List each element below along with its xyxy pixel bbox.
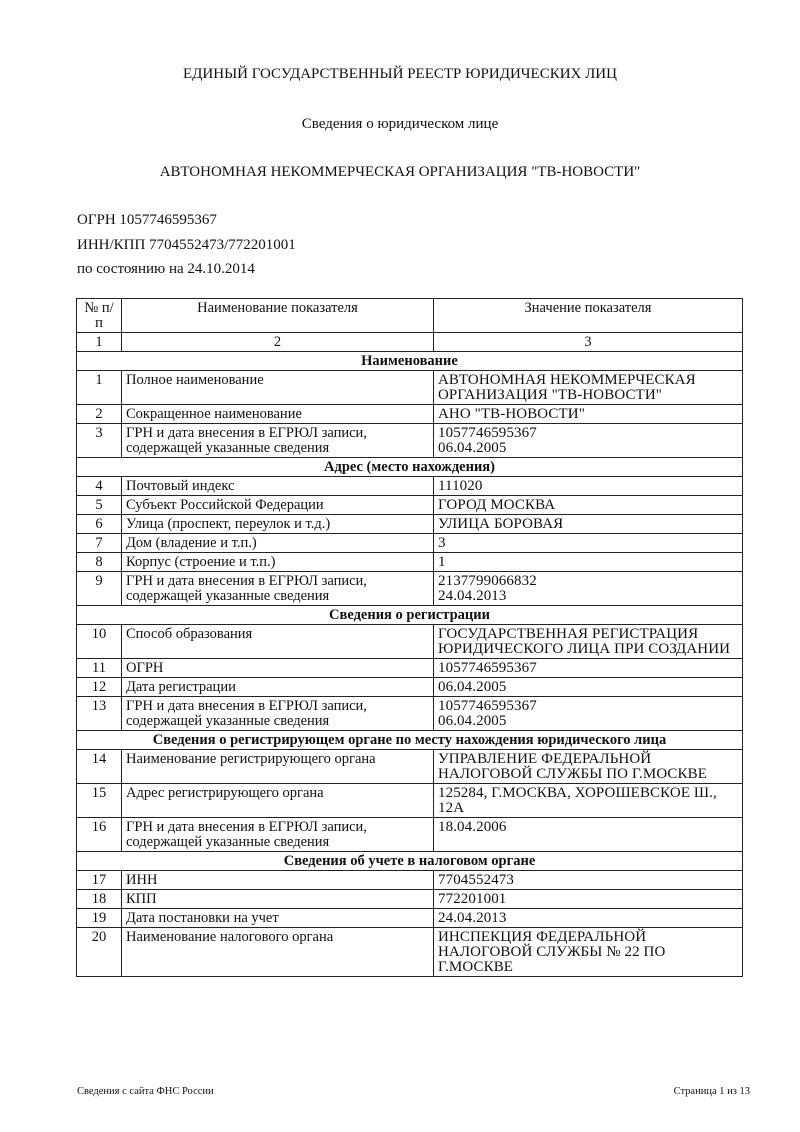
table-row xyxy=(77,371,743,405)
row-number: 12 xyxy=(77,678,122,697)
table-row xyxy=(77,625,743,659)
table-row xyxy=(77,405,743,424)
row-value: 111020 xyxy=(434,477,743,496)
row-number: 8 xyxy=(77,553,122,572)
row-label: ГРН и дата внесения в ЕГРЮЛ записи, содержащей указанные сведения xyxy=(122,697,434,731)
row-label: Корпус (строение и т.п.) xyxy=(122,553,434,572)
ogrn-line: ОГРН 1057746595367 xyxy=(77,212,217,228)
table-row xyxy=(77,890,743,909)
as-of-date-line: по состоянию на 24.10.2014 xyxy=(77,261,255,277)
table-row xyxy=(77,928,743,977)
row-number: 19 xyxy=(77,909,122,928)
row-value: 3 xyxy=(434,534,743,553)
row-value: 125284, Г.МОСКВА, ХОРОШЕВСКОЕ Ш., 12А xyxy=(434,784,743,818)
row-label: ГРН и дата внесения в ЕГРЮЛ записи, содержащей указанные сведения xyxy=(122,424,434,458)
row-number: 13 xyxy=(77,697,122,731)
row-value: 1057746595367 xyxy=(434,659,743,678)
section-title: Наименование xyxy=(77,352,743,371)
row-number: 9 xyxy=(77,572,122,606)
table-row xyxy=(77,750,743,784)
column-number-row xyxy=(77,333,743,352)
row-label: Дом (владение и т.п.) xyxy=(122,534,434,553)
row-value: 24.04.2013 xyxy=(434,909,743,928)
row-label: ОГРН xyxy=(122,659,434,678)
row-number: 17 xyxy=(77,871,122,890)
table-row xyxy=(77,496,743,515)
row-label: Субъект Российской Федерации xyxy=(122,496,434,515)
column-number: 2 xyxy=(122,333,434,352)
row-number: 4 xyxy=(77,477,122,496)
row-label: Адрес регистрирующего органа xyxy=(122,784,434,818)
table-row xyxy=(77,515,743,534)
footer-source: Сведения с сайта ФНС России xyxy=(77,1086,214,1097)
row-label: ИНН xyxy=(122,871,434,890)
row-label: Полное наименование xyxy=(122,371,434,405)
row-label: ГРН и дата внесения в ЕГРЮЛ записи, содержащей указанные сведения xyxy=(122,572,434,606)
row-label: Дата постановки на учет xyxy=(122,909,434,928)
row-label: КПП xyxy=(122,890,434,909)
row-number: 18 xyxy=(77,890,122,909)
row-value: 06.04.2005 xyxy=(434,678,743,697)
row-number: 7 xyxy=(77,534,122,553)
row-value: ГОСУДАРСТВЕННАЯ РЕГИСТРАЦИЯ ЮРИДИЧЕСКОГО ЛИЦА ПРИ СОЗДАНИИ xyxy=(434,625,743,659)
table-row xyxy=(77,678,743,697)
table-row xyxy=(77,534,743,553)
row-label: Улица (проспект, переулок и т.д.) xyxy=(122,515,434,534)
row-value: 7704552473 xyxy=(434,871,743,890)
column-number: 1 xyxy=(77,333,122,352)
column-header-indicator: Наименование показателя xyxy=(122,299,434,333)
registry-table xyxy=(76,298,743,977)
section-title: Адрес (место нахождения) xyxy=(77,458,743,477)
column-header-value: Значение показателя xyxy=(434,299,743,333)
table-row xyxy=(77,818,743,852)
row-value: ГОРОД МОСКВА xyxy=(434,496,743,515)
row-value: 1 xyxy=(434,553,743,572)
row-label: Почтовый индекс xyxy=(122,477,434,496)
row-label: ГРН и дата внесения в ЕГРЮЛ записи, содержащей указанные сведения xyxy=(122,818,434,852)
table-row xyxy=(77,784,743,818)
row-number: 15 xyxy=(77,784,122,818)
row-number: 10 xyxy=(77,625,122,659)
row-value: УЛИЦА БОРОВАЯ xyxy=(434,515,743,534)
section-header-row xyxy=(77,606,743,625)
table-row xyxy=(77,553,743,572)
row-number: 16 xyxy=(77,818,122,852)
row-number: 20 xyxy=(77,928,122,977)
row-label: Дата регистрации xyxy=(122,678,434,697)
section-header-row xyxy=(77,352,743,371)
row-value: УПРАВЛЕНИЕ ФЕДЕРАЛЬНОЙ НАЛОГОВОЙ СЛУЖБЫ ПО Г.МОСКВЕ xyxy=(434,750,743,784)
table-row xyxy=(77,871,743,890)
registry-title: ЕДИНЫЙ ГОСУДАРСТВЕННЫЙ РЕЕСТР ЮРИДИЧЕСКИХ ЛИЦ xyxy=(183,66,617,82)
row-number: 6 xyxy=(77,515,122,534)
row-label: Наименование налогового органа xyxy=(122,928,434,977)
row-number: 14 xyxy=(77,750,122,784)
document-subtitle: Сведения о юридическом лице xyxy=(301,116,499,132)
row-label: Наименование регистрирующего органа xyxy=(122,750,434,784)
row-number: 11 xyxy=(77,659,122,678)
table-row xyxy=(77,572,743,606)
row-value: 18.04.2006 xyxy=(434,818,743,852)
row-number: 1 xyxy=(77,371,122,405)
row-value: 1057746595367 06.04.2005 xyxy=(434,424,743,458)
table-row xyxy=(77,477,743,496)
row-value: 772201001 xyxy=(434,890,743,909)
footer-page-number: Страница 1 из 13 xyxy=(673,1086,750,1097)
row-value: 1057746595367 06.04.2005 xyxy=(434,697,743,731)
organization-name: АВТОНОМНАЯ НЕКОММЕРЧЕСКАЯ ОРГАНИЗАЦИЯ "ТВ-НОВОСТИ" xyxy=(159,164,641,180)
row-number: 5 xyxy=(77,496,122,515)
row-number: 2 xyxy=(77,405,122,424)
section-header-row xyxy=(77,458,743,477)
row-label: Сокращенное наименование xyxy=(122,405,434,424)
row-label: Способ образования xyxy=(122,625,434,659)
section-header-row xyxy=(77,731,743,750)
table-header-row xyxy=(77,299,743,333)
section-title: Сведения об учете в налоговом органе xyxy=(77,852,743,871)
section-title: Сведения о регистрации xyxy=(77,606,743,625)
column-header-number: № п/п xyxy=(77,299,122,333)
row-value: 2137799066832 24.04.2013 xyxy=(434,572,743,606)
row-value: АВТОНОМНАЯ НЕКОММЕРЧЕСКАЯ ОРГАНИЗАЦИЯ "ТВ-НОВОСТИ" xyxy=(434,371,743,405)
table-row xyxy=(77,424,743,458)
section-title: Сведения о регистрирующем органе по месту нахождения юридического лица xyxy=(77,731,743,750)
row-value: АНО "ТВ-НОВОСТИ" xyxy=(434,405,743,424)
section-header-row xyxy=(77,852,743,871)
row-number: 3 xyxy=(77,424,122,458)
table-row xyxy=(77,659,743,678)
inn-kpp-line: ИНН/КПП 7704552473/772201001 xyxy=(77,237,296,253)
table-row xyxy=(77,697,743,731)
row-value: ИНСПЕКЦИЯ ФЕДЕРАЛЬНОЙ НАЛОГОВОЙ СЛУЖБЫ № 22 ПО Г.МОСКВЕ xyxy=(434,928,743,977)
column-number: 3 xyxy=(434,333,743,352)
table-row xyxy=(77,909,743,928)
